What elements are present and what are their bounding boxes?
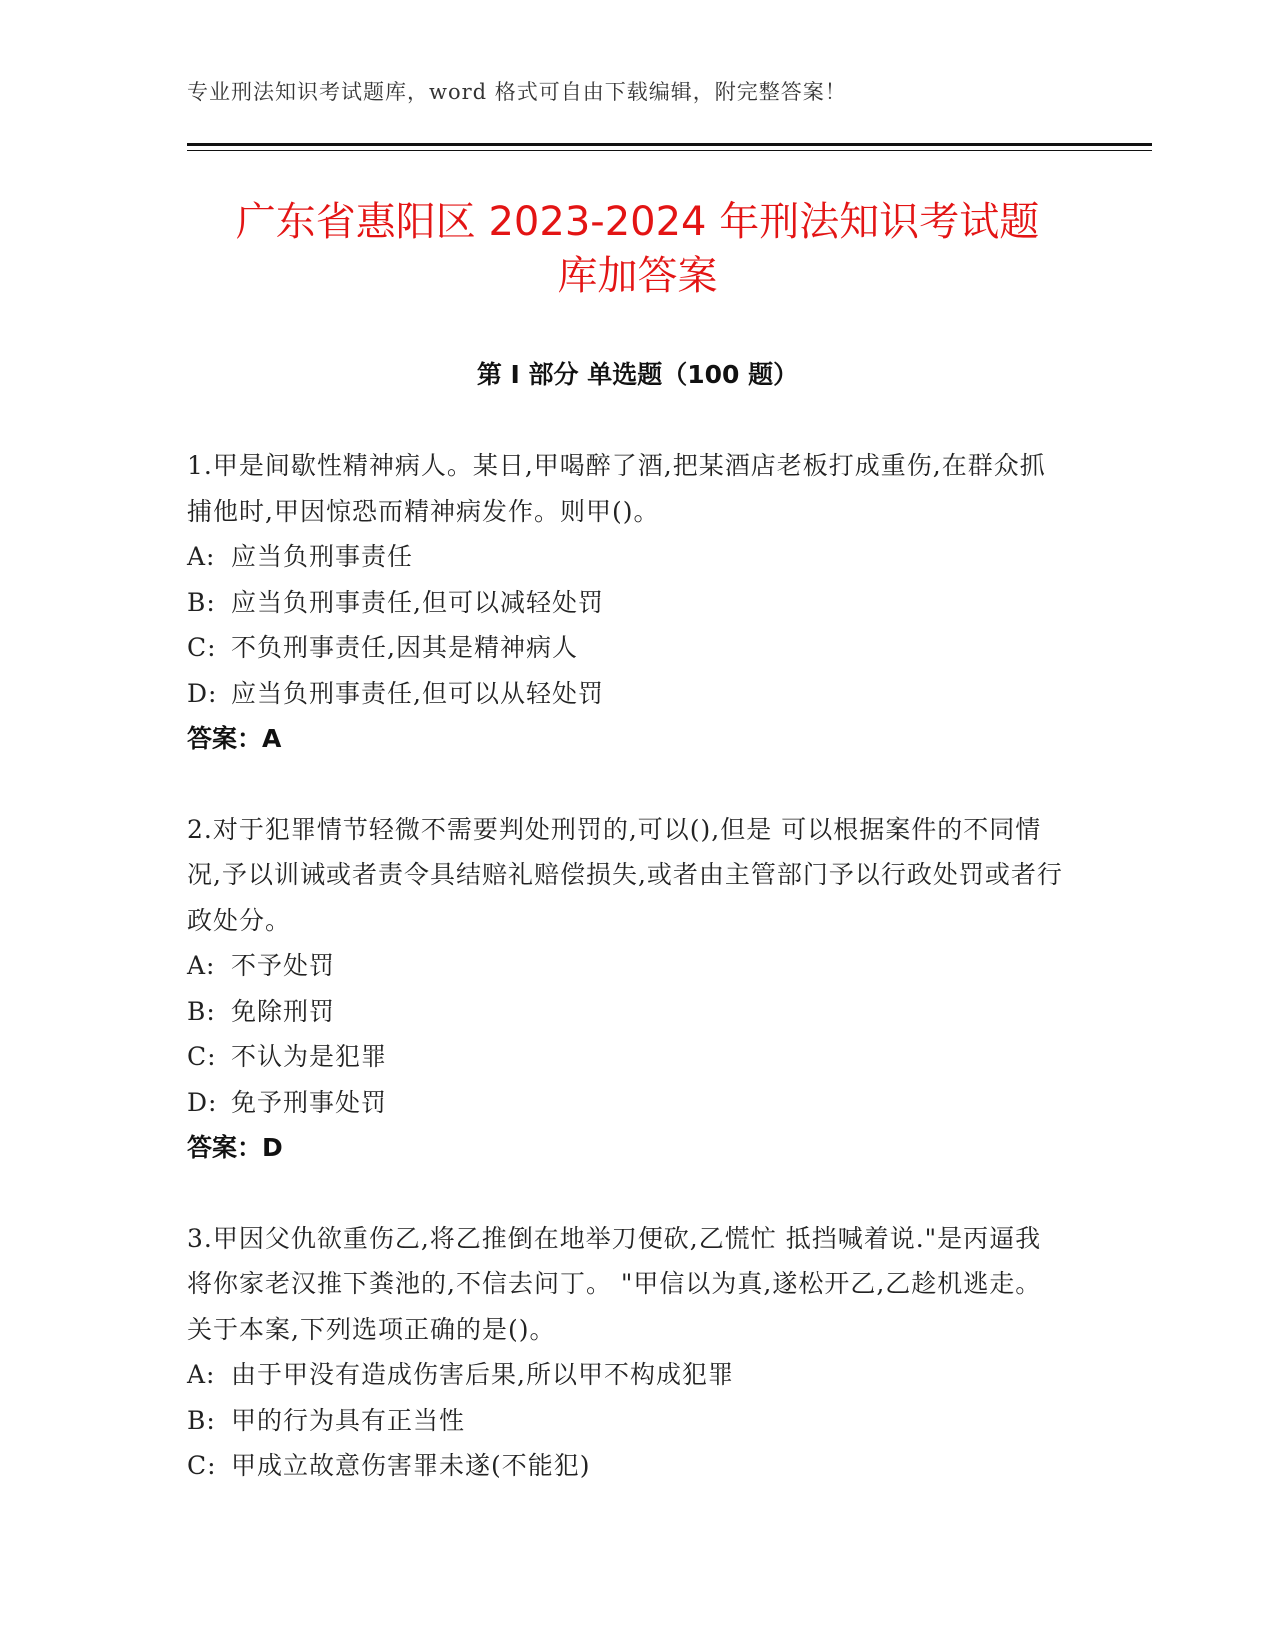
option-label: C: — [187, 1451, 217, 1480]
option-label: A: — [187, 951, 216, 980]
option-text: 免予刑事处罚 — [231, 1087, 388, 1117]
option-label: B: — [187, 996, 216, 1026]
document-title — [170, 195, 1105, 303]
question-stem: 1.甲是间歇性精神病人。某日,甲喝醉了酒,把某酒店老板打成重伤,在群众抓捕他时,甲因惊恐而精神病发作。则甲()。 — [187, 451, 1046, 526]
option-text: 不予处罚 — [231, 951, 336, 980]
option-a — [187, 534, 1067, 580]
option-a — [187, 943, 1067, 989]
option-label: B: — [187, 1405, 216, 1435]
option-label: A: — [187, 1360, 216, 1389]
option-label: A: — [187, 542, 216, 571]
option-c — [187, 625, 1067, 671]
option-text: 应当负刑事责任,但可以从轻处罚 — [231, 678, 604, 708]
option-d — [187, 671, 1067, 717]
option-label: D: — [187, 678, 218, 708]
answer: 答案：A — [187, 724, 282, 753]
option-b — [187, 989, 1067, 1035]
option-text: 不认为是犯罪 — [231, 1042, 388, 1071]
answer: 答案：D — [187, 1133, 283, 1162]
question-2 — [187, 807, 1067, 1171]
question-stem: 3.甲因父仇欲重伤乙,将乙推倒在地举刀便砍,乙慌忙 抵挡喊着说."是丙逼我将你家老汉推下粪池的,不信去问丁。 "甲信以为真,遂松开乙,乙趁机逃走。关于本案,下列选项正确的是()。 — [187, 1223, 1042, 1344]
option-c — [187, 1034, 1067, 1080]
option-text: 由于甲没有造成伤害后果,所以甲不构成犯罪 — [231, 1360, 734, 1389]
option-text: 应当负刑事责任,但可以减轻处罚 — [231, 587, 604, 617]
header-rule-thin — [187, 150, 1152, 151]
option-text: 免除刑罚 — [231, 996, 336, 1026]
option-text: 不负刑事责任,因其是精神病人 — [231, 633, 578, 662]
title-line-2: 库加答案 — [557, 253, 718, 299]
title-line-1: 广东省惠阳区 2023-2024 年刑法知识考试题 — [235, 199, 1040, 245]
question-1 — [187, 443, 1067, 762]
section-title: 第 I 部分 单选题（100 题） — [476, 360, 799, 389]
question-list — [187, 443, 1067, 1534]
option-b — [187, 1398, 1067, 1444]
option-text: 甲成立故意伤害罪未遂(不能犯) — [231, 1451, 591, 1480]
question-stem: 2.对于犯罪情节轻微不需要判处刑罚的,可以(),但是 可以根据案件的不同情况,予以训诫或者责令具结赔礼赔偿损失,或者由主管部门予以行政处罚或者行政处分。 — [187, 814, 1063, 935]
option-label: C: — [187, 633, 217, 662]
option-c — [187, 1443, 1067, 1489]
header-rule-thick — [187, 143, 1152, 146]
option-a — [187, 1352, 1067, 1398]
option-label: D: — [187, 1087, 218, 1117]
option-label: B: — [187, 587, 216, 617]
option-b — [187, 580, 1067, 626]
option-text: 甲的行为具有正当性 — [231, 1405, 466, 1435]
option-d — [187, 1080, 1067, 1126]
option-label: C: — [187, 1042, 217, 1071]
question-3 — [187, 1216, 1067, 1489]
option-text: 应当负刑事责任 — [231, 542, 414, 571]
header-note: 专业刑法知识考试题库，word 格式可自由下载编辑，附完整答案！ — [187, 80, 847, 104]
